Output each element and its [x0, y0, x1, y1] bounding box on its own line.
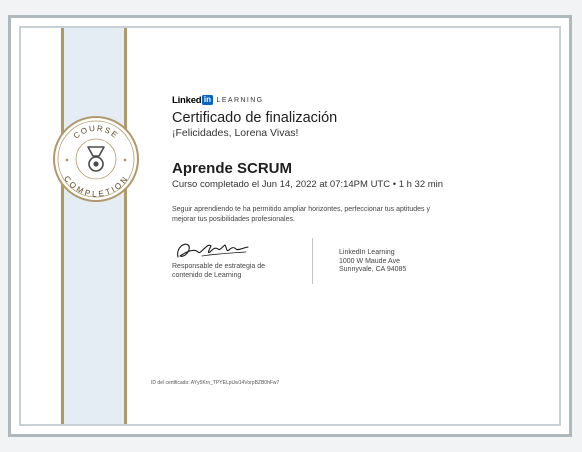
decorative-band	[61, 28, 127, 424]
signatory-role-line1: Responsable de estrategia de	[172, 263, 266, 270]
certificate-inner-frame	[19, 26, 561, 426]
seal-top-text: COURSE	[71, 123, 121, 141]
recipient-congrats: ¡Felicidades, Lorena Vivas!	[172, 127, 299, 139]
certificate-body	[172, 94, 552, 286]
certificate-outer-frame	[8, 15, 572, 437]
linkedin-learning-logo	[172, 94, 552, 106]
brand-in-badge: in	[203, 95, 212, 104]
issuer-name: LinkedIn Learning	[339, 249, 395, 256]
completion-details: Curso completado el Jun 14, 2022 at 07:14PM UTC • 1 h 32 min	[172, 179, 444, 190]
certificate-id: ID del certificado: AYy5Krn_TPYELpUw14VorpBZB0hFw7	[151, 380, 280, 386]
certificate-title: Certificado de finalización	[172, 110, 338, 126]
course-title: Aprende SCRUM	[172, 160, 293, 177]
certificate-message: Seguir aprendiendo te ha permitido ampliar horizontes, perfeccionar tus aptitudes y mejorar tus posibilidades profesionales.	[172, 206, 430, 223]
signatory-role-line2: contenido de Learning	[172, 271, 242, 279]
seal-bottom-text: COMPLETION	[61, 174, 131, 199]
handwritten-signature	[172, 238, 252, 262]
issuer-street: 1000 W Maude Ave	[339, 257, 400, 265]
issuer-city: Sunnyvale, CA 94085	[339, 266, 407, 273]
signature-divider	[312, 238, 313, 284]
brand-linked-text: Linked	[172, 94, 202, 106]
course-completion-seal	[51, 114, 141, 204]
signature-row	[172, 238, 552, 286]
signatory	[172, 238, 302, 280]
issuer-address	[339, 249, 406, 275]
brand-learning-text: LEARNING	[216, 96, 264, 104]
